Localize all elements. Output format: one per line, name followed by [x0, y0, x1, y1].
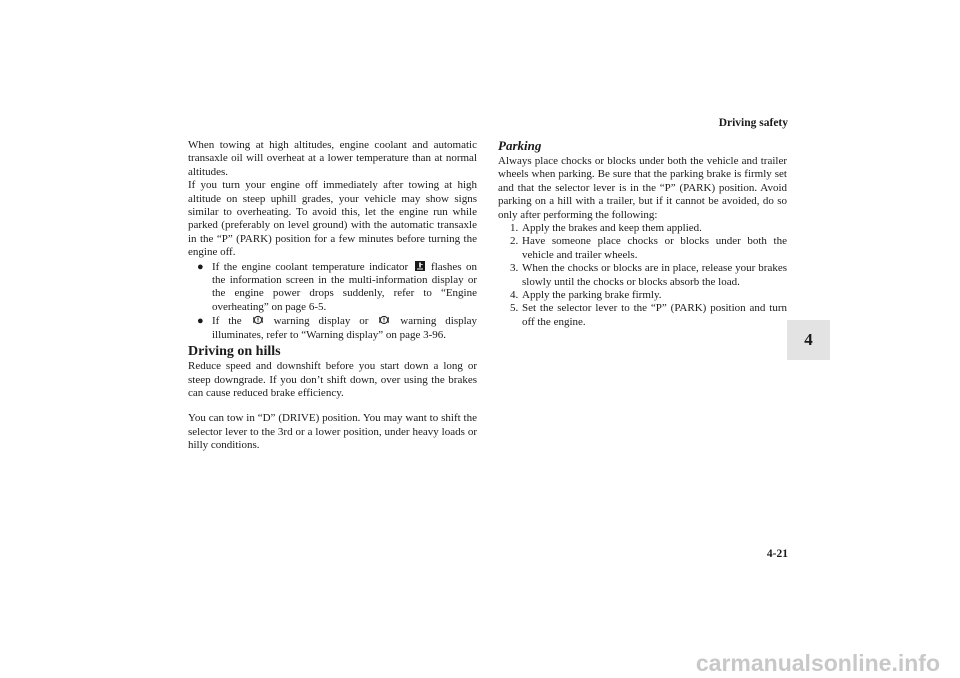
left-column	[188, 139, 477, 453]
page-header-title: Driving safety	[718, 117, 788, 129]
section-heading: Driving on hills	[188, 344, 281, 360]
bullet-dot-icon: ●	[197, 315, 204, 328]
coolant-temperature-icon	[415, 261, 425, 271]
list-item: 1. Apply the brakes and keep them applied.	[510, 222, 702, 235]
bullet-item	[188, 261, 477, 315]
step-list	[498, 222, 787, 329]
warning-display-icon	[253, 315, 263, 325]
bullet-text: warning display or	[273, 315, 369, 328]
paragraph: Reduce speed and downshift before you start down a long or steep downgrade. If you don’t shift down, over using the brakes can cause reduced brake efficiency.	[188, 360, 477, 399]
list-item: 5. Set the selector lever to the “P” (PARK) position and turn off the engine.	[510, 302, 787, 328]
list-item: 2. Have someone place chocks or blocks under both the vehicle and trailer wheels.	[510, 235, 787, 261]
bullet-dot-icon: ●	[197, 260, 204, 273]
paragraph: When towing at high altitudes, engine coolant and automatic transaxle oil will overheat at a lower temperature than at normal altitudes.	[188, 139, 477, 178]
bullet-text: If the engine coolant temperature indicator	[212, 260, 409, 273]
bullet-text: warning display illuminates, refer to “Warning display” on page 3-96.	[212, 315, 478, 341]
right-column	[498, 138, 787, 329]
chapter-number: 4	[804, 330, 813, 349]
bullet-text: flashes on the information screen in the multi-information display or the engine power drops suddenly, refer to “Engine overheating” on page 6-5.	[212, 260, 477, 313]
section-heading: Parking	[498, 138, 542, 153]
list-item: 4. Apply the parking brake firmly.	[510, 289, 662, 302]
watermark: carmanualsonline.info	[695, 650, 940, 676]
chapter-tab	[787, 320, 830, 360]
paragraph: You can tow in “D” (DRIVE) position. You may want to shift the selector lever to the 3rd or a lower position, under heavy loads or hilly conditions.	[188, 412, 477, 452]
page-number: 4-21	[766, 548, 788, 560]
paragraph: If you turn your engine off immediately after towing at high altitude on steep uphill grades, your vehicle may show signs similar to overheating. To avoid this, let the engine run while parked (preferably on level ground) with the automatic transaxle in the “P” (PARK) position for a few minutes before turning the engine off.	[188, 179, 477, 259]
paragraph: Always place chocks or blocks under both the vehicle and trailer wheels when parking. Be sure that the parking brake is firmly set and that the selector lever is in the “P” (PARK) position. Avoid parking on a hill with a trailer, but if it cannot be avoided, do so only after performing the following:	[498, 155, 787, 221]
bullet-text: If the	[212, 315, 242, 328]
bullet-item	[188, 315, 477, 342]
warning-display-icon	[379, 315, 389, 325]
list-item: 3. When the chocks or blocks are in place, release your brakes slowly until the chocks or blocks absorb the load.	[510, 262, 787, 288]
